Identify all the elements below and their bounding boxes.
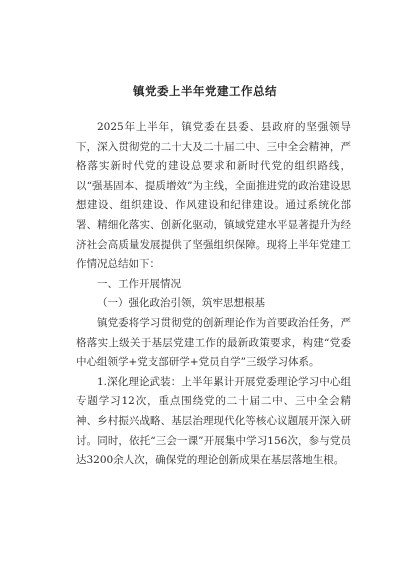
section-heading-1: 一、工作开展情况: [97, 277, 181, 290]
document-title: 镇党委上半年党建工作总结: [133, 84, 277, 98]
body-paragraph-2: 1.深化理论武装：上半年累计开展党委理论学习中心组专题学习12次，重点围绕党的二十届二中、三中全会精神、乡村振兴战略、基层治理现代化等核心议题展开深入研讨。同时，依托“三会一课”开展集中学习156次，参与党员达3200余人次，确保党的理论创新成果在基层落地生根。: [76, 375, 351, 467]
body-paragraph-1: 镇党委将学习贯彻党的创新理论作为首要政治任务，严格落实上级关于基层党建工作的最新政策要求，构建“党委中心组领学+党支部研学+党员自学”三级学习体系。: [76, 316, 351, 369]
subsection-heading-1: （一）强化政治引领，筑牢思想根基: [97, 297, 265, 310]
intro-paragraph: 2025年上半年，镇党委在县委、县政府的坚强领导下，深入贯彻党的二十大及二十届二中、三中全会精神，严格落实新时代党的建设总要求和新时代党的组织路线，以“强基固本、提质增效”为主线，全面推进党的政治建设思想建设、组织建设、作风建设和纪律建设。通过系统化部署、精细化落实、创新化驱动，镇域党建水平显著提升为经济社会高质量发展提供了坚强组织保障。现将上半年党建工作情况总结如下：: [76, 121, 351, 271]
document-body: [76, 118, 351, 471]
